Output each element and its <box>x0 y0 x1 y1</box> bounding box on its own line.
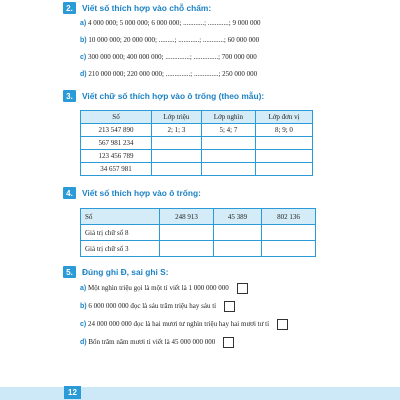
item-label: b) <box>80 37 87 44</box>
item-text: Một nghìn triệu gọi là một tỉ viết là 1 000 000 000 <box>87 284 229 293</box>
item-text: Bốn trăm năm mươi tỉ viết là 45 000 000 000 <box>88 338 216 347</box>
item-text: 24 000 000 000 đọc là hai mươi tư nghìn triệu hay hai mươi tư tỉ <box>87 320 270 329</box>
table-row <box>81 241 316 257</box>
blank-cell[interactable] <box>256 150 313 163</box>
q5-header <box>63 266 169 278</box>
table-row <box>81 124 313 137</box>
blank-cell[interactable] <box>152 163 202 176</box>
blank-cell[interactable] <box>201 163 255 176</box>
footer-bar <box>0 387 400 400</box>
blank-cell[interactable] <box>160 225 214 241</box>
header-cell: Lớp đơn vị <box>256 111 313 124</box>
item-label: a) <box>80 285 87 293</box>
blank-cell[interactable] <box>201 150 255 163</box>
blank-cell[interactable] <box>256 163 313 176</box>
cell: 2; 1; 3 <box>152 124 202 137</box>
blank-cell[interactable] <box>160 241 214 257</box>
cell: 34 657 981 <box>81 163 152 176</box>
q2-number: 2. <box>63 2 76 14</box>
header-cell: 248 913 <box>160 209 214 225</box>
item-label: c) <box>80 321 87 329</box>
q3-header <box>63 90 264 102</box>
cell: Giá trị chữ số 3 <box>81 241 160 257</box>
q5-item-d <box>80 337 234 348</box>
answer-checkbox[interactable] <box>224 301 235 312</box>
item-text: 210 000 000; 220 000 000; ..............; ..............; 250 000 000 <box>88 70 258 78</box>
cell: 5; 4; 7 <box>201 124 255 137</box>
header-cell: 802 136 <box>262 209 316 225</box>
item-text: 6 000 000 000 đọc là sáu trăm triệu hay sáu tỉ <box>88 302 217 311</box>
table-row <box>81 137 313 150</box>
blank-cell[interactable] <box>152 137 202 150</box>
blank-cell[interactable] <box>213 241 261 257</box>
header-cell: Lớp triệu <box>152 111 202 124</box>
page-number: 12 <box>64 386 81 399</box>
table-row <box>81 225 316 241</box>
cell: 123 456 789 <box>81 150 152 163</box>
cell: 8; 9; 0 <box>256 124 313 137</box>
cell: Giá trị chữ số 8 <box>81 225 160 241</box>
table-header-row <box>81 209 316 225</box>
blank-cell[interactable] <box>256 137 313 150</box>
item-text: 10 000 000; 20 000 000; .........; ............; ............; 60 000 000 <box>88 36 260 44</box>
q3-title: Viết chữ số thích hợp vào ô trống (theo mẫu): <box>82 91 265 101</box>
cell: 567 981 234 <box>81 137 152 150</box>
answer-checkbox[interactable] <box>223 337 234 348</box>
table-header-row <box>81 111 313 124</box>
blank-cell[interactable] <box>262 225 316 241</box>
q3-table <box>80 110 313 176</box>
answer-checkbox[interactable] <box>237 283 248 294</box>
q2-title: Viết số thích hợp vào chỗ chấm: <box>82 3 212 13</box>
q2-item-a <box>80 19 260 27</box>
blank-cell[interactable] <box>262 241 316 257</box>
table-row <box>81 150 313 163</box>
blank-cell[interactable] <box>152 150 202 163</box>
q3-number: 3. <box>63 90 76 102</box>
q4-number: 4. <box>63 187 76 199</box>
cell: 213 547 890 <box>81 124 152 137</box>
blank-cell[interactable] <box>213 225 261 241</box>
item-text: 300 000 000; 400 000 000; ..............; ..............; 700 000 000 <box>87 53 257 61</box>
header-cell: 45 389 <box>213 209 261 225</box>
q2-item-c <box>80 53 257 61</box>
q2-item-d <box>80 70 257 78</box>
q4-title: Viết số thích hợp vào ô trống: <box>82 188 201 198</box>
q4-header <box>63 187 201 199</box>
q5-title: Đúng ghi Đ, sai ghi S: <box>82 267 169 277</box>
q5-item-b <box>80 301 235 312</box>
q5-number: 5. <box>63 266 76 278</box>
q2-header <box>63 2 211 14</box>
item-text: 4 000 000; 5 000 000; 6 000 000; ............; ............; 9 000 000 <box>87 19 261 27</box>
table-row <box>81 163 313 176</box>
item-label: d) <box>80 71 87 78</box>
blank-cell[interactable] <box>201 137 255 150</box>
item-label: a) <box>80 20 87 27</box>
item-label: c) <box>80 54 87 61</box>
q5-item-a <box>80 283 248 294</box>
item-label: d) <box>80 339 87 347</box>
q5-item-c <box>80 319 288 330</box>
item-label: b) <box>80 303 87 311</box>
header-cell: Số <box>81 111 152 124</box>
header-cell: Số <box>81 209 160 225</box>
header-cell: Lớp nghìn <box>201 111 255 124</box>
answer-checkbox[interactable] <box>277 319 288 330</box>
q2-item-b <box>80 36 259 44</box>
q4-table <box>80 208 316 257</box>
